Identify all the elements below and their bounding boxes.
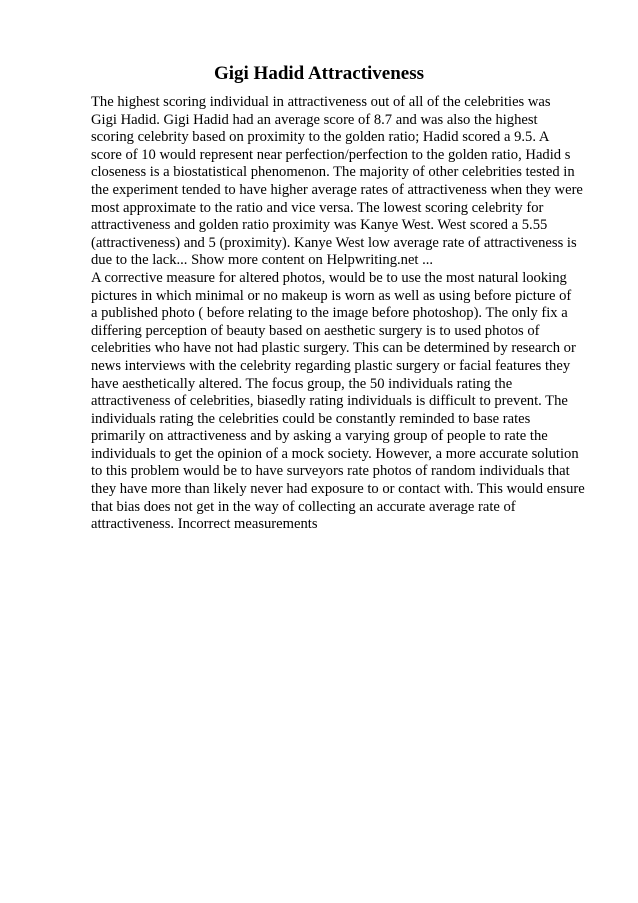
text-line: celebrities who have not had plastic surgery. This can be determined by research or xyxy=(91,340,576,357)
text-line: differing perception of beauty based on aesthetic surgery is to used photos of xyxy=(91,322,540,339)
text-line: score of 10 would represent near perfection/perfection to the golden ratio, Hadid s xyxy=(91,146,571,163)
text-line: individuals rating the celebrities could be constantly reminded to base rates xyxy=(91,410,531,427)
text-line: attractiveness and golden ratio proximity was Kanye West. West scored a 5.55 xyxy=(91,217,548,234)
body-text xyxy=(91,94,591,534)
text-line: pictures in which minimal or no makeup is worn as well as using before picture of xyxy=(91,287,572,304)
text-line: The highest scoring individual in attractiveness out of all of the celebrities was xyxy=(91,94,551,110)
text-line: individuals to get the opinion of a mock society. However, a more accurate solution xyxy=(91,445,579,462)
text-line: attractiveness of celebrities, biasedly rating individuals is difficult to prevent. The xyxy=(91,393,568,410)
text-line: primarily on attractiveness and by asking a varying group of people to rate the xyxy=(91,428,548,445)
text-line: due to the lack... Show more content on Helpwriting.net ... xyxy=(91,252,434,269)
text-line: that bias does not get in the way of collecting an accurate average rate of xyxy=(91,498,516,515)
text-line: Gigi Hadid. Gigi Hadid had an average score of 8.7 and was also the highest xyxy=(91,111,538,128)
text-line: news interviews with the celebrity regarding plastic surgery or facial features they xyxy=(91,357,571,374)
text-line: most approximate to the ratio and vice versa. The lowest scoring celebrity for xyxy=(91,199,544,216)
text-line: have aesthetically altered. The focus group, the 50 individuals rating the xyxy=(91,375,513,392)
text-line: scoring celebrity based on proximity to the golden ratio; Hadid scored a 9.5. A xyxy=(91,129,550,146)
text-line: to this problem would be to have surveyors rate photos of random individuals that xyxy=(91,463,570,480)
text-line: (attractiveness) and 5 (proximity). Kanye West low average rate of attractiveness is xyxy=(91,234,577,251)
page-title: Gigi Hadid Attractiveness xyxy=(213,63,425,84)
text-line: the experiment tended to have higher average rates of attractiveness when they were xyxy=(91,181,583,198)
text-line: a published photo ( before relating to the image before photoshop). The only fix a xyxy=(91,305,568,322)
text-line: A corrective measure for altered photos, would be to use the most natural looking xyxy=(91,269,567,286)
text-line: they have more than likely never had exposure to or contact with. This would ensure xyxy=(91,481,585,498)
text-line: closeness is a biostatistical phenomenon. The majority of other celebrities tested in xyxy=(91,164,575,181)
text-line: attractiveness. Incorrect measurements xyxy=(91,516,318,533)
